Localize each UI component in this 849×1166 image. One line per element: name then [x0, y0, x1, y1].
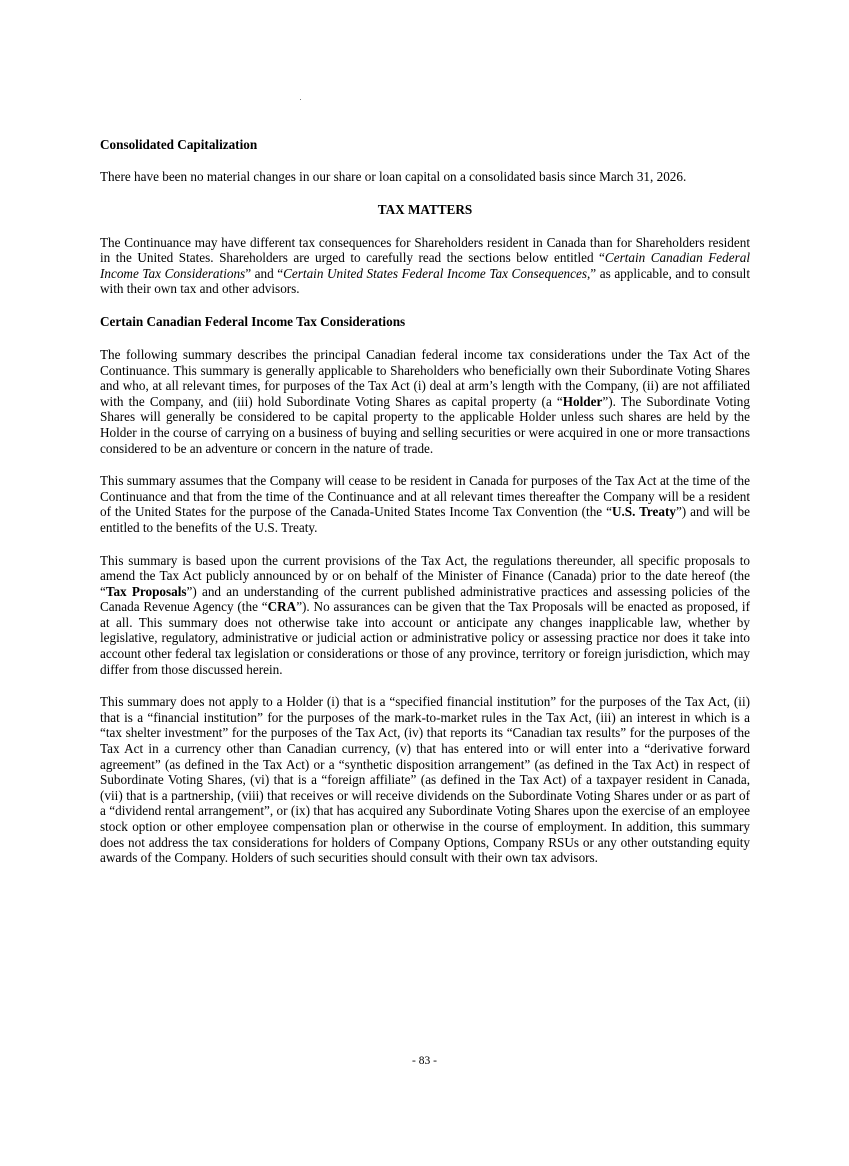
defined-term-holder: Holder	[562, 393, 603, 409]
stray-mark	[300, 99, 301, 100]
text-run: ”). The Subordinate Voting Shares will generally be considered to be capital property to the applicable Holder unless such shares are held by the Holder in the course of carrying on a business of buying and selling securities or were acquired in one or more transactions considered to be an adventure or concern in the nature of trade.	[100, 393, 750, 456]
defined-term-us-treaty: U.S. Treaty	[611, 504, 676, 520]
paragraph-summary-holder	[100, 347, 750, 456]
defined-term-tax-proposals: Tax Proposals	[105, 583, 187, 599]
paragraph-summary-basis	[100, 553, 750, 678]
defined-term-cra: CRA	[267, 599, 297, 615]
text-run: This summary assumes that the Company will cease to be resident in Canada for purposes of the Tax Act at the time of the Continuance and that from the time of the Continuance and at all relevant times thereafter the Company will be a resident of the United States for the purpose of the Canada-United States Income Tax Convention (the “	[100, 473, 750, 520]
text-run: ”). No assurances can be given that the Tax Proposals will be enacted as proposed, if at all. This summary does not otherwise take into account or anticipate any changes inapplicable law, whether by legislative, regulatory, administrative or judicial action or administrative policy or assessing practice nor does it take into account other federal tax legislation or considerations or those of any province, territory or foreign jurisdiction, which may differ from those discussed herein.	[100, 599, 750, 677]
page-number: - 83 -	[412, 1055, 437, 1067]
text-run: ,” as applicable, and to consult with their own tax and other advisors.	[100, 265, 751, 297]
italic-section-reference-us: Certain United States Federal Income Tax Consequences	[283, 265, 587, 281]
paragraph-tax-matters-intro	[100, 235, 750, 297]
text-run: This summary is based upon the current provisions of the Tax Act, the regulations thereunder, all specific proposals to amend the Tax Act publicly announced by or on behalf of the Minister of Finance (Canada) prior to the date hereof (the “	[100, 552, 750, 599]
section-heading-tax-matters: TAX MATTERS	[377, 201, 473, 217]
italic-section-reference-canadian: Certain Canadian Federal Income Tax Considerations	[100, 250, 750, 281]
paragraph-consolidated-capitalization: There have been no material changes in our share or loan capital on a consolidated basis since March 31, 2026.	[100, 169, 687, 184]
paragraph-summary-exclusions: This summary does not apply to a Holder (i) that is a “specified financial institution” for the purposes of the Tax Act, (ii) that is a “financial institution” for the purposes of the mark-to-market rules in the Tax Act, (iii) an interest in which is a “tax shelter investment” for the purposes of the Tax Act, (iv) that reports its “Canadian tax results” for the purposes of the Tax Act in a currency other than Canadian currency, (v) that has entered into or will enter into a “derivative forward agreement” (as defined in the Tax Act) or a “synthetic disposition arrangement” (as defined in the Tax Act) in respect of Subordinate Voting Shares, (vi) that is a “foreign affiliate” (as defined in the Tax Act) of a taxpayer resident in Canada, (vii) that is a partnership, (viii) that receives or will receive dividends on the Subordinate Voting Shares under or as part of a “dividend rental arrangement”, or (ix) that has acquired any Subordinate Voting Shares upon the exercise of an employee stock option or other employee compensation plan or otherwise in the course of employment. In addition, this summary does not address the tax considerations for holders of Company Options, Company RSUs or any other outstanding equity awards of the Company. Holders of such securities should consult with their own tax advisors.	[100, 694, 750, 866]
text-run: ” and “	[245, 265, 284, 281]
text-run: The following summary describes the principal Canadian federal income tax considerations under the Tax Act of the Continuance. This summary is generally applicable to Shareholders who beneficially own their Subordinate Voting Shares and who, at all relevant times, for purposes of the Tax Act (i) deal at arm’s length with the Company, (ii) are not affiliated with the Company, and (iii) hold Subordinate Voting Shares as capital property (a “	[100, 346, 750, 409]
paragraph-summary-assumptions	[100, 473, 750, 535]
text-run: ”) and will be entitled to the benefits of the U.S. Treaty.	[100, 504, 751, 535]
text-run: ”) and an understanding of the current published administrative practices and assessing policies of the Canada Revenue Agency (the “	[100, 583, 750, 615]
section-heading-consolidated-capitalization: Consolidated Capitalization	[100, 137, 258, 152]
page-content	[100, 137, 750, 866]
text-run: The Continuance may have different tax consequences for Shareholders resident in Canada than for Shareholders resident in the United States. Shareholders are urged to carefully read the sections below entitled “	[100, 234, 750, 266]
section-heading-canadian-tax: Certain Canadian Federal Income Tax Considerations	[100, 313, 406, 329]
